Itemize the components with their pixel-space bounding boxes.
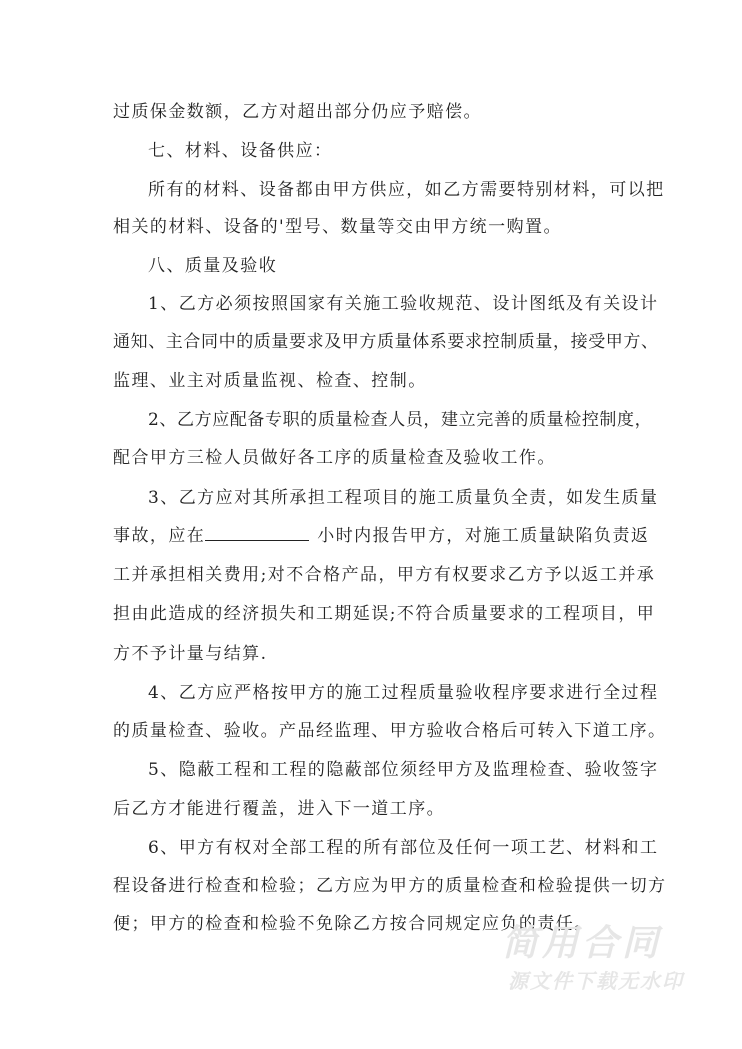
text-segment: 小时内报告甲方，对施工质量缺陷负责返 [317,526,650,546]
paragraph-line: 的质量检查、验收。产品经监理、甲方验收合格后可转入下道工序。 [113,721,667,741]
paragraph-line: 便；甲方的检查和检验不免除乙方按合同规定应负的责任。 [113,914,593,934]
paragraph-line: 2、乙方应配备专职的质量检查人员，建立完善的质量检控制度， [148,410,653,430]
section-heading: 八、质量及验收 [148,256,278,276]
paragraph-line: 过质保金数额，乙方对超出部分仍应予赔偿。 [113,102,482,122]
paragraph-line: 后乙方才能进行覆盖，进入下一道工序。 [113,799,446,819]
paragraph-line: 所有的材料、设备都由甲方供应，如乙方需要特别材料，可以把 [148,180,665,200]
paragraph-line: 3、乙方应对其所承担工程项目的施工质量负全责，如发生质量 [148,488,659,508]
paragraph-line: 6、甲方有权对全部工程的所有部位及任何一项工艺、材料和工 [148,838,659,858]
text-segment: 事故，应在 [113,526,206,546]
paragraph-line: 相关的材料、设备的'型号、数量等交由甲方统一购置。 [113,217,562,237]
paragraph-line: 1、乙方必须按照国家有关施工验收规范、设计图纸及有关设计 [148,294,659,314]
paragraph-line: 程设备进行检查和检验；乙方应为甲方的质量检查和检验提供一切方 [113,876,667,896]
paragraph-line: 担由此造成的经济损失和工期延误;不符合质量要求的工程项目，甲 [113,604,656,624]
paragraph-line: 监理、业主对质量监视、检查、控制。 [113,371,427,391]
paragraph-line [113,526,649,546]
fill-in-blank[interactable] [205,526,309,541]
paragraph-line: 方不予计量与结算. [113,644,268,664]
section-heading: 七、材料、设备供应： [148,141,333,161]
paragraph-line: 4、乙方应严格按甲方的施工过程质量验收程序要求进行全过程 [148,683,659,703]
paragraph-line: 通知、主合同中的质量要求及甲方质量体系要求控制质量，接受甲方、 [113,332,659,352]
paragraph-line: 配合甲方三检人员做好各工序的质量检查及验收工作。 [113,448,556,468]
watermark-logo: 简用合同 [502,923,663,964]
paragraph-line: 工并承担相关费用;对不合格产品，甲方有权要求乙方予以返工并承 [113,565,656,585]
watermark-subtitle: 源文件下载无水印 [508,969,684,993]
paragraph-line: 5、隐蔽工程和工程的隐蔽部位须经甲方及监理检查、验收签字 [148,760,659,780]
